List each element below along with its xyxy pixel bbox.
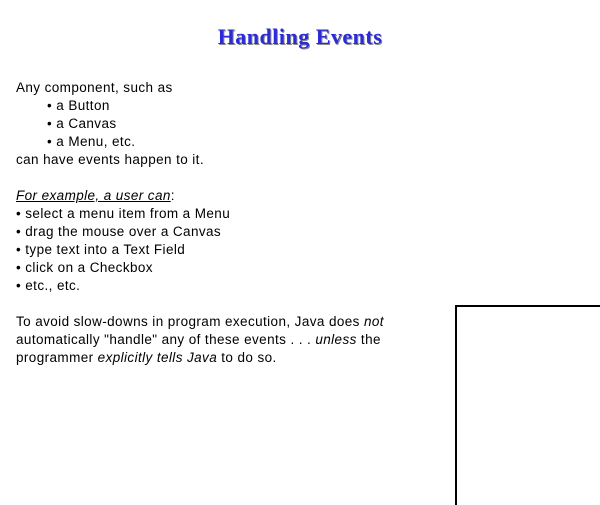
note-line-1	[16, 313, 384, 331]
example-item-select-menu: • select a menu item from a Menu	[16, 206, 231, 221]
example-item-etc: • etc., etc.	[16, 278, 81, 293]
note-text-4: programmer	[16, 350, 98, 365]
example-heading-line	[16, 187, 230, 205]
example-item-type-text: • type text into a Text Field	[16, 242, 186, 257]
intro-block	[16, 79, 204, 169]
component-item-button: • a Button	[47, 98, 110, 113]
note-emphasis-not: not	[363, 314, 384, 329]
note-text-2: automatically "handle" any of these events . . .	[16, 332, 316, 347]
example-item-drag-mouse: • drag the mouse over a Canvas	[16, 224, 222, 239]
note-block	[16, 313, 384, 367]
component-item-menu: • a Menu, etc.	[47, 134, 136, 149]
note-line-3	[16, 349, 384, 367]
note-text-1: To avoid slow-downs in program execution, Java does	[16, 314, 364, 329]
slide-title: Handling Events	[217, 24, 383, 49]
note-line-2	[16, 331, 384, 349]
note-text-3: the	[356, 332, 381, 347]
corner-frame-box	[455, 305, 600, 505]
intro-tail: can have events happen to it.	[16, 152, 204, 167]
example-heading: For example, a user can	[16, 188, 171, 203]
note-emphasis-unless: unless	[315, 332, 357, 347]
example-item-click-checkbox: • click on a Checkbox	[16, 260, 153, 275]
component-item-canvas: • a Canvas	[47, 116, 117, 131]
note-text-5: to do so.	[217, 350, 277, 365]
example-block	[16, 187, 230, 295]
example-heading-colon: :	[170, 188, 175, 203]
intro-lead: Any component, such as	[16, 80, 173, 95]
note-emphasis-explicitly: explicitly tells Java	[97, 350, 218, 365]
